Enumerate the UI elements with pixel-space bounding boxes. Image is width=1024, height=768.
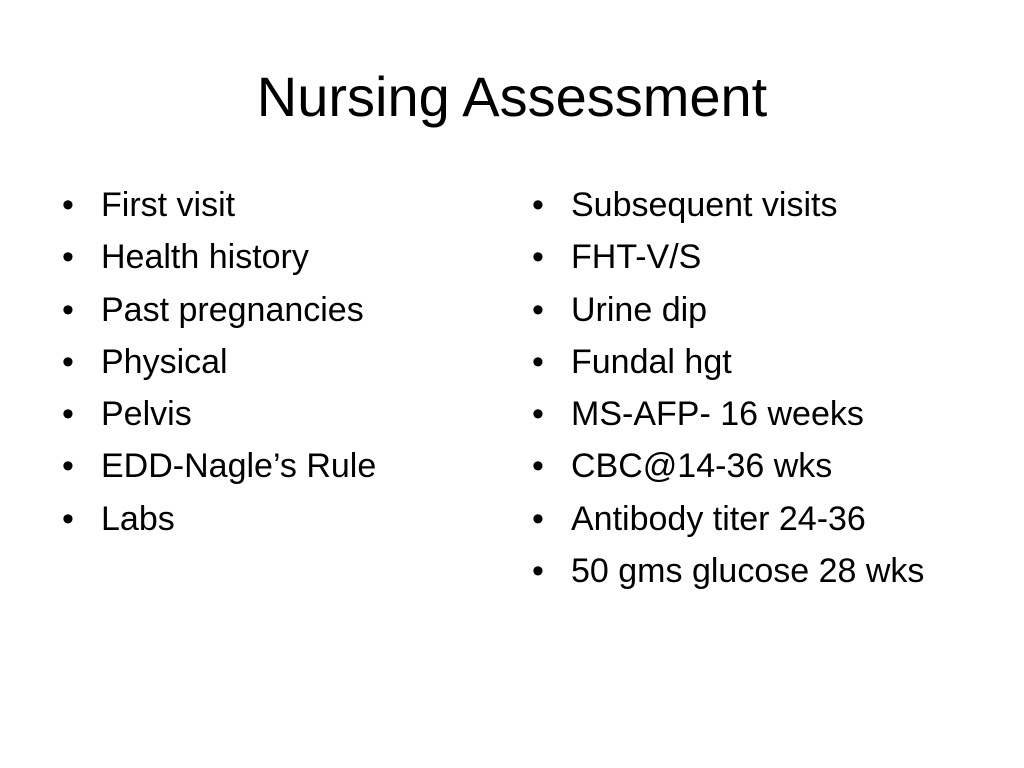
bullet-icon: • [62, 186, 74, 224]
list-item [62, 342, 482, 382]
right-bullet-list [532, 185, 952, 603]
list-item-text: EDD-Nagle’s Rule [101, 447, 377, 486]
list-item-text: 50 gms glucose 28 wks [571, 552, 925, 591]
bullet-icon: • [532, 395, 544, 434]
bullet-icon: • [62, 395, 74, 434]
list-item [532, 394, 952, 434]
bullet-icon: • [532, 186, 544, 224]
left-bullet-list [62, 185, 482, 551]
list-item [532, 185, 952, 225]
list-item [62, 446, 482, 486]
list-item-text: First visit [101, 186, 236, 224]
list-item [532, 446, 952, 486]
list-item-text: Urine dip [571, 290, 708, 329]
list-item-text: MS-AFP- 16 weeks [571, 395, 864, 434]
bullet-icon: • [532, 290, 544, 329]
bullet-icon: • [532, 447, 544, 486]
list-item [532, 290, 952, 330]
list-item-text: Fundal hgt [571, 342, 732, 381]
list-item [532, 237, 952, 277]
list-item-text: CBC@14-36 wks [571, 447, 833, 486]
list-item-text: Subsequent visits [571, 186, 838, 224]
list-item [62, 185, 482, 225]
list-item-text: Antibody titer 24-36 [571, 499, 866, 538]
list-item [532, 499, 952, 539]
bullet-icon: • [532, 342, 544, 381]
list-item [532, 342, 952, 382]
bullet-icon: • [62, 447, 74, 486]
bullet-icon: • [532, 552, 544, 591]
bullet-icon: • [62, 499, 74, 538]
list-item [62, 394, 482, 434]
list-item-text: Past pregnancies [101, 290, 364, 329]
list-item-text: Health history [101, 238, 309, 277]
list-item-text: Pelvis [101, 395, 192, 434]
list-item-text: Labs [101, 499, 175, 538]
list-item [62, 290, 482, 330]
bullet-icon: • [62, 238, 74, 277]
bullet-icon: • [532, 499, 544, 538]
list-item-text: Physical [101, 342, 228, 381]
bullet-icon: • [532, 238, 544, 277]
bullet-icon: • [62, 342, 74, 381]
list-item [532, 551, 952, 591]
list-item-text: FHT-V/S [571, 238, 702, 277]
bullet-icon: • [62, 290, 74, 329]
slide-title: Nursing Assessment [256, 65, 768, 128]
list-item [62, 237, 482, 277]
list-item [62, 499, 482, 539]
